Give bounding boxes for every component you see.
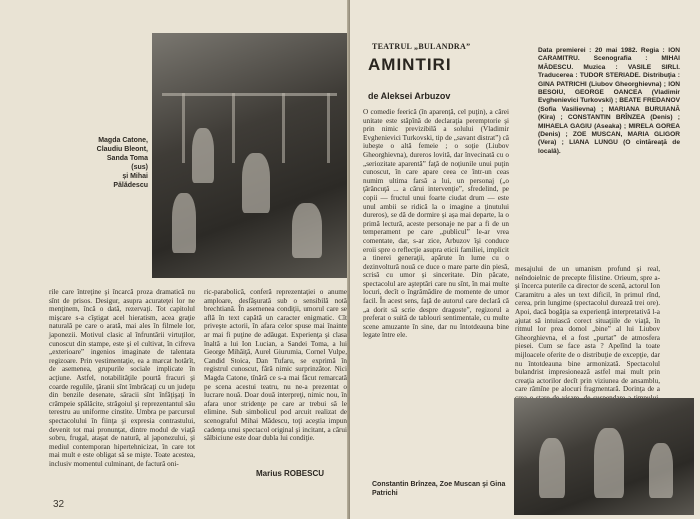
article-title: AMINTIRI xyxy=(368,55,452,74)
stage-photo-top xyxy=(152,33,347,278)
byline: de Aleksei Arbuzov xyxy=(368,91,451,101)
stage-photo-bottom xyxy=(514,398,694,515)
theatre-name: TEATRUL „BULANDRA” xyxy=(372,42,471,51)
right-photo-caption: Constantin Brînzea, Zoe Muscan şi Gina Patrichi xyxy=(372,481,506,497)
left-column-2: ric-parabolică, conferă reprezentaţiei o anume amploare, desfăşurată sub o sensibilă notă brechtiană. În asemenea condiţii, umorul care se află în text capătă un caracter enigmatic. Cît priveşte actorii, în afara celor spuse mai înainte ar mai fi puţine de adăugat. Experienţa şi clasa înaltă a lui Ion Lucian, a Sandei Toma, a lui George Mihăiţă, Aurel Giurumia, Cornel Vulpe, Candid Stoica, Dan Tufaru, se exprimă în registrul cunoscut, fără nimic surprinzător. Nici Magda Catone, tînără ce s-a mai făcut remarcată pe scena acestui teatru, nu ne-a prezentat o lucrare nouă. Doar două interpreţi, nimic nou, în afara unor stridenţe pe care ar trebui să le elimine. Sub simbolicul pod arcuit realizat de scenograful Mihai Mădescu, toţi aceştia impun cadenţa unui spectacol original şi incitant, a cărui sălbiciune este doar dubla lui condiţie. xyxy=(204,288,347,443)
left-photo-caption: Magda Catone, Claudiu Bleont, Sanda Toma (sus) și Mihai Pălădescu xyxy=(96,137,148,189)
author-signature: Marius ROBESCU xyxy=(256,469,325,478)
right-column-2: mesajului de un umanism profund şi real, neîndoielnic de precepte filistine. Orieum, spre a-şi încerca puterile ca director de scenă, actorul Ion Caramitru a ales un text dificil, în primul rînd, cerea, prin lungime (spectacolul durează trei ore). Apoi, dacă bogăţia sa experienţă interpretativă l-a ajutat să intuiască corect situaţiile de viaţă, în ritmul lor prea domol „bine” al lui Liubov Gheorghievna, el a fost „purtat” de atmosfera piesei. Cum se face asta ? Apelînd la toate mijloacele oferite de o distribuţie de excepţie, dar nu întotdeauna bine armonizată. Spectacolul bulandrist impresionează astfel mai mult prin creaţia actorilor decît prin viziunea de ansamblu, care rămîne pe alocuri fragmentară. Dorinţa de a xyxy=(515,265,660,394)
production-credits: Data premierei : 20 mai 1982. Regia : ION CARAMITRU. Scenografia : MIHAI MĂDESCU. Muzica : VASILE SIRLI. Traducerea : TUDOR STERIADE. Distribuţia : GINA PATRICHI (Liubov Gheorghievna) ; ION BESOIU, GEORGE OANCEA (Vladimir Evghenievici Turkovski) ; BEATE FREDANOV (Sofia Vasilievna) ; MARIANA BURUIANĂ (Kira) ; CONSTANTIN BRÎNZEA (Denis) ; MIHAELA GAGIU (Aseaka) ; MIRELA GOREA (Denis) ; ZOE MUSCAN, MARIA GLIGOR (Vera) ; LIANA LUNGU (O cîntăreaţă de localâ). xyxy=(538,47,680,155)
right-page xyxy=(350,0,700,519)
right-column-1: O comedie feerică (în aparenţă, cel puţin), a cărei unitate este stăpînă de declaraţia peremptorie şi prin nimic previzibilă a solului (Vladimir Evghenievici Turkovski, tip de „savant distrat”) că iubeşte o altă femeie ; o soţie (Liubov Gheorghievna), dureros lovită, dar învecinată cu o „seriozitate aparentă” faţă de noţiunile unui puţin cunoscut, în care apare ceea ce într-un ceas numim ultima farsă a lui, un personaj („o ţărăncuţă ... a cărui intervenţie”, sfredelind, pe copii — fructul unui foarte ciudat drum — este unul ambii se ridică la o imagine a ţinutului dureros), se dă de dormire și așa mai departe, la o primă lectură, aceste personaje ne par a fi de un temperament pe care „publicul” le-ar vrea comentate, dar, s-ar zice, Arbuzov îşi conduce eroii spre o reflecţie asupra eticii familiei, implicit a tinerei generaţii, apărute în lume cu o dezinvoltură nouă ce duce o mare parte din piesă, scrisă cu umor și sinceritate. Din păcate, spectacolul are aşteptări care nu sînt, în mai multe locuri, decît o îngrămădire de momente de umor facil. În acest sens, faţă de autorul care declară că „a dorit să scrie despre dragoste”, regizorul a preferat o suită de tablouri sentimentale, cu multe scene amuzante în sine, dar nu întotdeauna bine legate între ele. xyxy=(363,108,509,340)
page-number: 32 xyxy=(53,499,65,510)
left-column-1: rile care întreţine şi încarcă proza dramatică nu sînt de prisos. Desigur, asupra acurateţei lor ne menţinem, încă o dată, rezervaţi. Tot capitolul mişcare s-a cîştigat acel hieratism, acea graţie naturală pe care o arată, mai ales în filmele lor, japonezii. Motivul clasic al înfruntării virtuţilor, cunoscut din stampe, este şi el cultivat, în cifreva „exterioare” ingenios imaginate de talentata regizoare. Prin vestimentaţie, ea a marcat hotărît, de asemenea, grupurile sociale implicate în acţiune. Astfel, notabilităţile pourtă fracuri şi coarde regulile, ţăranii sînt îmbrăcaţi cu un judeţu din benzile desenate, săracii sînt înfăţişaţi în crâmpeie spălăcite, străgoiul şi reprezentantul său terestru au uniforme cinstite. Umbra pe parcursul spectacolului în fiinţa şi expresia contrastului, devenit tot mai pronunţat, dintre modul de viaţă sobru, frugal, ataşat de natură, al japonezului, şi mediul contemporan hipertehnicizat, în care tot mai mult e este obligat să se mişte. Toate acestea, inclusiv momentul culminant, de factură oni- xyxy=(49,288,195,468)
